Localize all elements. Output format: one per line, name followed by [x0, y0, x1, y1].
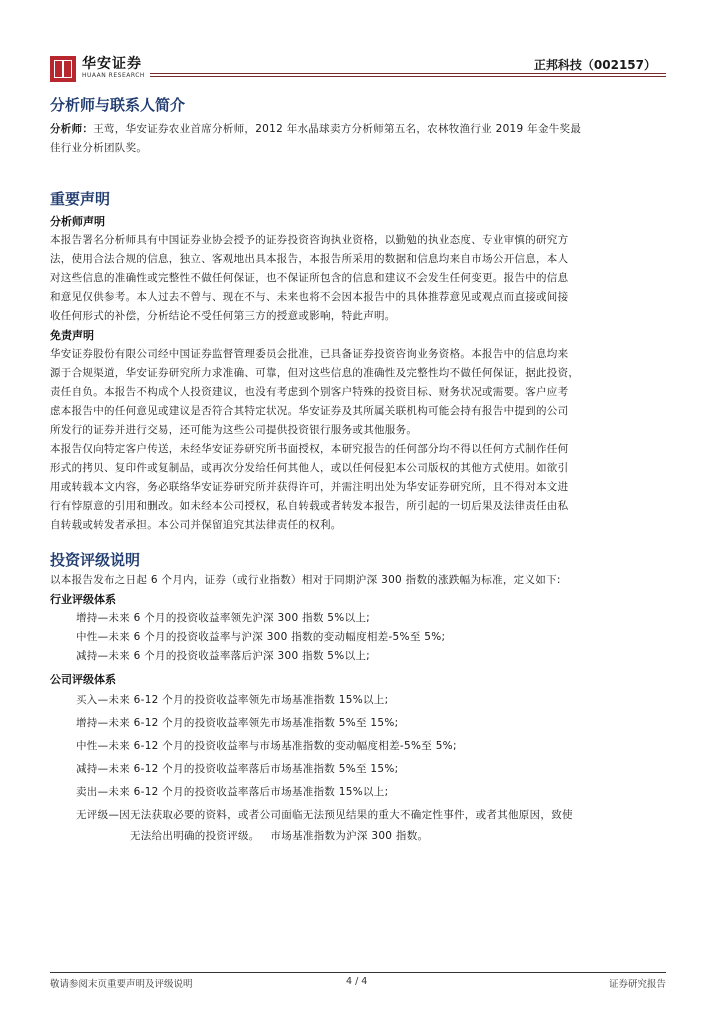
logo-english-name: HUAAN RESEARCH — [82, 72, 145, 79]
company-rating-item: 中性—未来 6-12 个月的投资收益率与市场基准指数的变动幅度相差-5%至 5%; — [76, 740, 457, 752]
company-rating-item: 卖出—未来 6-12 个月的投资收益率落后市场基准指数 15%以上; — [76, 786, 389, 798]
rating-intro: 以本报告发布之日起 6 个月内，证券（或行业指数）相对于同期沪深 300 指数的涨跌幅为标准，定义如下: — [50, 574, 561, 586]
exemption-line: 虑本报告中的任何意见或建议是否符合其特定状况。华安证券及其所属关联机构可能会持有报告中提到的公司 — [50, 405, 569, 417]
analyst-statement-text — [50, 231, 668, 326]
company-rating-item: 减持—未来 6-12 个月的投资收益率落后市场基准指数 5%至 15%; — [76, 763, 399, 775]
header-divider-secondary — [150, 76, 666, 77]
industry-rating-title: 行业评级体系 — [50, 593, 116, 606]
footer-divider — [50, 972, 666, 973]
page-footer — [50, 964, 666, 994]
analyst-bio-line-2: 佳行业分析团队奖。 — [50, 142, 148, 154]
stock-name-code: 正邦科技（002157） — [533, 58, 656, 72]
huaan-logo — [50, 56, 145, 88]
page-header — [50, 56, 666, 88]
exemption-line: 形式的拷贝、复印件或复制品，或再次分发给任何其他人，或以任何侵犯本公司版权的其他方式使用。如欲引 — [50, 462, 569, 474]
analyst-statement-line: 法，使用合法合规的信息，独立、客观地出具本报告，本报告所采用的数据和信息均来自市场公开信息，本人 — [50, 253, 569, 265]
analyst-statement-line: 收任何形式的补偿，分析结论不受任何第三方的授意或影响，特此声明。 — [50, 310, 396, 322]
footer-disclaimer-note: 敬请参阅末页重要声明及评级说明 — [50, 979, 193, 990]
company-rating-item: 增持—未来 6-12 个月的投资收益率领先市场基准指数 5%至 15%; — [76, 717, 399, 729]
exemption-title: 免责声明 — [50, 329, 94, 342]
exemption-line: 行有悖原意的引用和删改。如未经本公司授权，私自转载或者转发本报告，所引起的一切后果及法律责任由私 — [50, 500, 569, 512]
logo-chinese-name: 华安证券 — [82, 56, 142, 72]
no-rating-line-1: 无评级—因无法获取必要的资料，或者公司面临无法预见结果的重大不确定性事件，或者其他原因，致使 — [76, 809, 573, 821]
analyst-bio — [50, 120, 668, 158]
company-rating-item: 买入—未来 6-12 个月的投资收益率领先市场基准指数 15%以上; — [76, 694, 389, 706]
exemption-line: 源于合规渠道，华安证券研究所力求准确、可靠，但对这些信息的准确性及完整性均不做任何保证，据此投资， — [50, 367, 580, 379]
exemption-line: 自转载或转发者承担。本公司并保留追究其法律责任的权利。 — [50, 519, 342, 531]
analyst-label: 分析师： — [50, 123, 94, 135]
huaan-logo-icon — [50, 56, 76, 82]
analyst-section-title: 分析师与联系人简介 — [50, 96, 186, 114]
analyst-bio-line-1: 王莺，华安证券农业首席分析师，2012 年水晶球卖方分析师第五名，农林牧渔行业 2019 年金牛奖最 — [93, 123, 582, 135]
analyst-statement-line: 本报告署名分析师具有中国证券业协会授予的证券投资咨询执业资格，以勤勉的执业态度、专业审慎的研究方 — [50, 234, 569, 246]
exemption-text — [50, 345, 668, 535]
company-rating-title: 公司评级体系 — [50, 673, 116, 686]
exemption-line: 用或转载本文内容，务必联络华安证券研究所并获得许可，并需注明出处为华安证券研究所，且不得对本文进 — [50, 481, 569, 493]
analyst-statement-title: 分析师声明 — [50, 215, 105, 228]
industry-rating-item: 减持—未来 6 个月的投资收益率落后沪深 300 指数 5%以上; — [76, 650, 371, 662]
disclaimer-section-title: 重要声明 — [50, 190, 111, 208]
exemption-line: 本报告仅向特定客户传送，未经华安证券研究所书面授权，本研究报告的任何部分均不得以任何方式制作任何 — [50, 443, 569, 455]
analyst-statement-line: 和意见仅供参考。本人过去不曾与、现在不与、未来也将不会因本报告中的具体推荐意见或观点而直接或间接 — [50, 291, 569, 303]
industry-rating-item: 增持—未来 6 个月的投资收益率领先沪深 300 指数 5%以上; — [76, 612, 371, 624]
industry-rating-item: 中性—未来 6 个月的投资收益率与沪深 300 指数的变动幅度相差-5%至 5%; — [76, 631, 446, 643]
exemption-line: 所发行的证券并进行交易，还可能为这些公司提供投资银行服务或其他服务。 — [50, 424, 418, 436]
page-number: 4 / 4 — [346, 976, 368, 987]
rating-section-title: 投资评级说明 — [50, 551, 141, 569]
footer-report-type: 证券研究报告 — [608, 979, 666, 990]
page-content — [50, 94, 668, 846]
no-rating-line-2: 无法给出明确的投资评级。 市场基准指数为沪深 300 指数。 — [130, 830, 429, 842]
header-divider — [150, 73, 666, 74]
exemption-line: 华安证券股份有限公司经中国证券监督管理委员会批准，已具备证券投资咨询业务资格。本报告中的信息均来 — [50, 348, 569, 360]
exemption-line: 责任自负。本报告不构成个人投资建议，也没有考虑到个别客户特殊的投资目标、财务状况或需要。客户应考 — [50, 386, 569, 398]
analyst-statement-line: 对这些信息的准确性或完整性不做任何保证，也不保证所包含的信息和建议不会发生任何变更。报告中的信息 — [50, 272, 569, 284]
